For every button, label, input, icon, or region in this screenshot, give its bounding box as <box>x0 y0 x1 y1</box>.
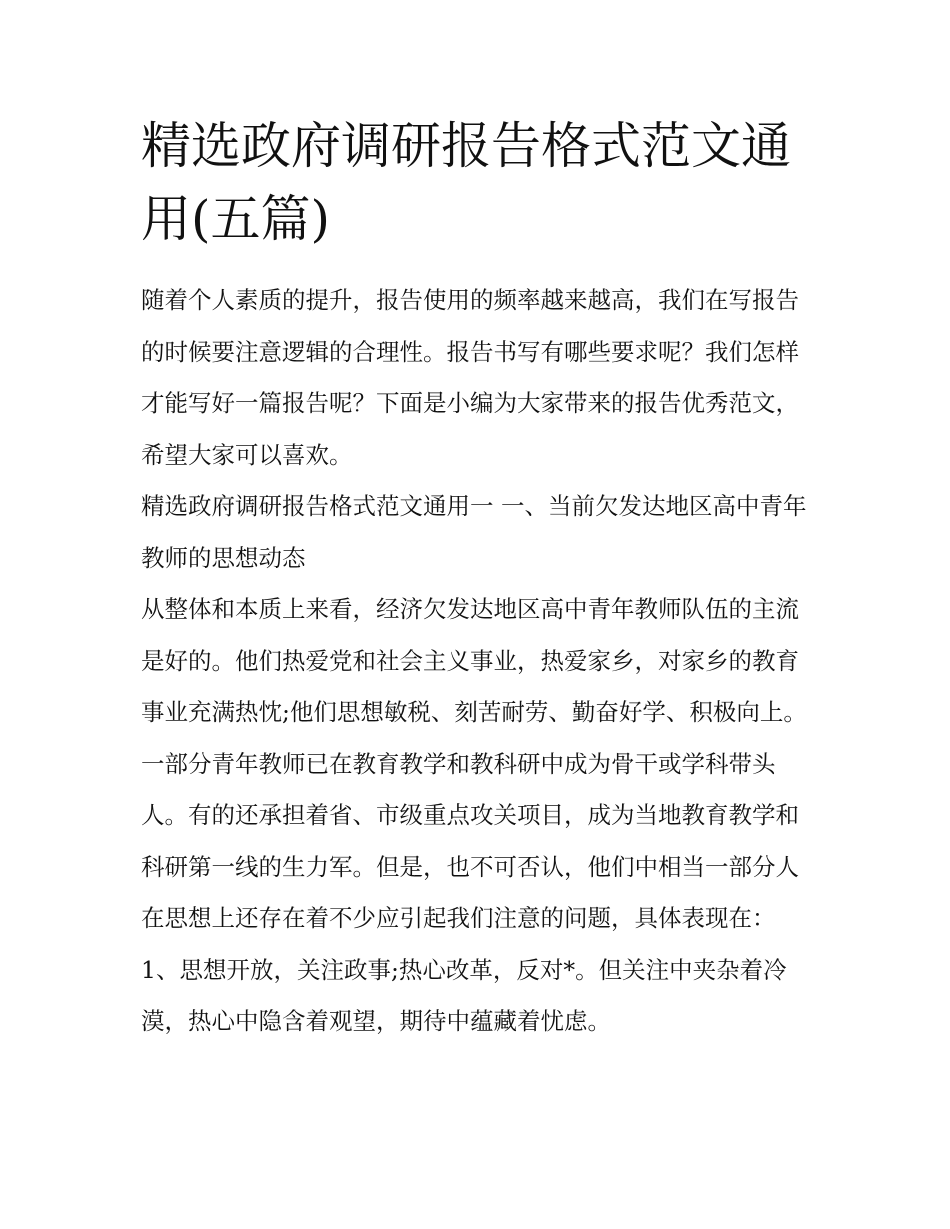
document-title: 精选政府调研报告格式范文通用(五篇) <box>141 117 791 248</box>
intro-paragraph: 随着个人素质的提升，报告使用的频率越来越高，我们在写报告的时候要注意逻辑的合理性。报告书写有哪些要求呢？我们怎样才能写好一篇报告呢？下面是小编为大家带来的报告优秀范文，希望大家可以喜欢。 <box>141 286 799 469</box>
list-item-paragraph: 1、思想开放，关注政事;热心改革，反对*。但关注中夹杂着冷漠，热心中隐含着观望，期待中蕴藏着忧虑。 <box>141 955 787 1035</box>
section-heading: 精选政府调研报告格式范文通用一 一、当前欠发达地区高中青年教师的思想动态 <box>141 492 807 572</box>
document-body <box>141 110 813 1048</box>
body-paragraph: 从整体和本质上来看，经济欠发达地区高中青年教师队伍的主流是好的。他们热爱党和社会主义事业，热爱家乡，对家乡的教育事业充满热忱;他们思想敏税、刻苦耐劳、勤奋好学、积极向上。一部分青年教师已在教育教学和教科研中成为骨干或学科带头人。有的还承担着省、市级重点攻关项目，成为当地教育教学和科研第一线的生力军。但是，也不可否认，他们中相当一部分人在思想上还存在着不少应引起我们注意的问题，具体表现在： <box>141 595 807 932</box>
